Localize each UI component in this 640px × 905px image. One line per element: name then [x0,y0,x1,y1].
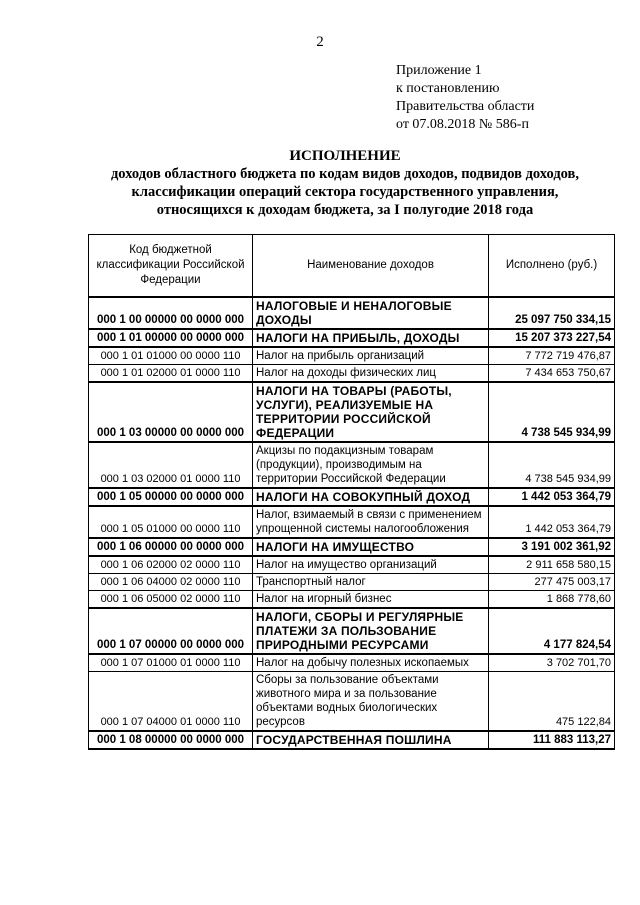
appendix-note [396,62,534,134]
table-row [89,329,615,347]
row-name: Налог на добычу полезных ископаемых [253,654,489,672]
title-line: относящихся к доходам бюджета, за I полугодие 2018 года [156,202,534,218]
appendix-line: Правительства области [396,99,535,114]
revenue-table [88,234,615,750]
row-code: 000 1 06 04000 02 0000 110 [89,573,253,590]
row-code: 000 1 06 02000 02 0000 110 [89,556,253,574]
row-code: 000 1 05 00000 00 0000 000 [89,488,253,506]
appendix-line: к постановлению [396,81,500,96]
row-name: НАЛОГИ НА ИМУЩЕСТВО [253,538,489,556]
row-value: 475 122,84 [489,671,615,731]
row-value: 25 097 750 334,15 [489,297,615,329]
row-code: 000 1 07 00000 00 0000 000 [89,608,253,654]
title-line: доходов областного бюджета по кодам видов доходов, подвидов доходов, [110,166,580,182]
row-value: 1 868 778,60 [489,590,615,608]
row-name: Налог на игорный бизнес [253,590,489,608]
appendix-line: от 07.08.2018 № 586-п [396,117,529,132]
row-name: НАЛОГИ НА СОВОКУПНЫЙ ДОХОД [253,488,489,506]
revenue-table-container [88,234,614,750]
row-code: 000 1 07 01000 01 0000 110 [89,654,253,672]
row-code: 000 1 08 00000 00 0000 000 [89,731,253,749]
header-value: Исполнено (руб.) [489,235,615,297]
row-value: 1 442 053 364,79 [489,488,615,506]
row-code: 000 1 01 02000 01 0000 110 [89,364,253,382]
row-value: 7 434 653 750,67 [489,364,615,382]
row-name: Сборы за пользование объектами животного мира и за пользование объектами водных биологических ресурсов [253,671,489,731]
row-name: НАЛОГИ НА ТОВАРЫ (РАБОТЫ, УСЛУГИ), РЕАЛИЗУЕМЫЕ НА ТЕРРИТОРИИ РОССИЙСКОЙ ФЕДЕРАЦИИ [253,382,489,442]
table-body [89,297,615,749]
row-name: Налог, взимаемый в связи с применением упрощенной системы налогообложения [253,506,489,538]
row-name: НАЛОГИ НА ПРИБЫЛЬ, ДОХОДЫ [253,329,489,347]
row-value: 1 442 053 364,79 [489,506,615,538]
row-code: 000 1 07 04000 01 0000 110 [89,671,253,731]
table-row [89,382,615,442]
row-value: 3 191 002 361,92 [489,538,615,556]
table-row [89,590,615,608]
table-row [89,506,615,538]
row-value: 4 738 545 934,99 [489,442,615,488]
row-code: 000 1 03 02000 01 0000 110 [89,442,253,488]
header-code: Код бюджетной классификации Российской Федерации [89,235,253,297]
row-value: 111 883 113,27 [489,731,615,749]
table-row [89,731,615,749]
row-name: Налог на доходы физических лиц [253,364,489,382]
row-name: ГОСУДАРСТВЕННАЯ ПОШЛИНА [253,731,489,749]
row-name: Транспортный налог [253,573,489,590]
table-row [89,488,615,506]
table-row [89,556,615,574]
row-code: 000 1 00 00000 00 0000 000 [89,297,253,329]
row-code: 000 1 03 00000 00 0000 000 [89,382,253,442]
row-code: 000 1 01 00000 00 0000 000 [89,329,253,347]
appendix-line: Приложение 1 [396,63,482,78]
row-code: 000 1 06 00000 00 0000 000 [89,538,253,556]
table-row [89,608,615,654]
row-value: 4 738 545 934,99 [489,382,615,442]
row-value: 4 177 824,54 [489,608,615,654]
row-name: Налог на имущество организаций [253,556,489,574]
row-value: 2 911 658 580,15 [489,556,615,574]
table-row [89,538,615,556]
row-value: 15 207 373 227,54 [489,329,615,347]
row-code: 000 1 06 05000 02 0000 110 [89,590,253,608]
row-name: НАЛОГОВЫЕ И НЕНАЛОГОВЫЕ ДОХОДЫ [253,297,489,329]
table-row [89,347,615,365]
title-main: ИСПОЛНЕНИЕ [289,148,401,164]
title-line: классификации операций сектора государственного управления, [131,184,559,200]
table-row [89,442,615,488]
header-name: Наименование доходов [253,235,489,297]
row-name: Акцизы по подакцизным товарам (продукции), производимым на территории Российской Федерации [253,442,489,488]
row-name: НАЛОГИ, СБОРЫ И РЕГУЛЯРНЫЕ ПЛАТЕЖИ ЗА ПОЛЬЗОВАНИЕ ПРИРОДНЫМИ РЕСУРСАМИ [253,608,489,654]
table-row [89,364,615,382]
document-title [60,147,630,219]
table-row [89,654,615,672]
page-number: 2 [316,34,324,50]
row-value: 277 475 003,17 [489,573,615,590]
row-code: 000 1 05 01000 00 0000 110 [89,506,253,538]
row-code: 000 1 01 01000 00 0000 110 [89,347,253,365]
row-name: Налог на прибыль организаций [253,347,489,365]
row-value: 7 772 719 476,87 [489,347,615,365]
table-row [89,671,615,731]
table-header-row [89,235,615,297]
table-row [89,297,615,329]
table-row [89,573,615,590]
row-value: 3 702 701,70 [489,654,615,672]
